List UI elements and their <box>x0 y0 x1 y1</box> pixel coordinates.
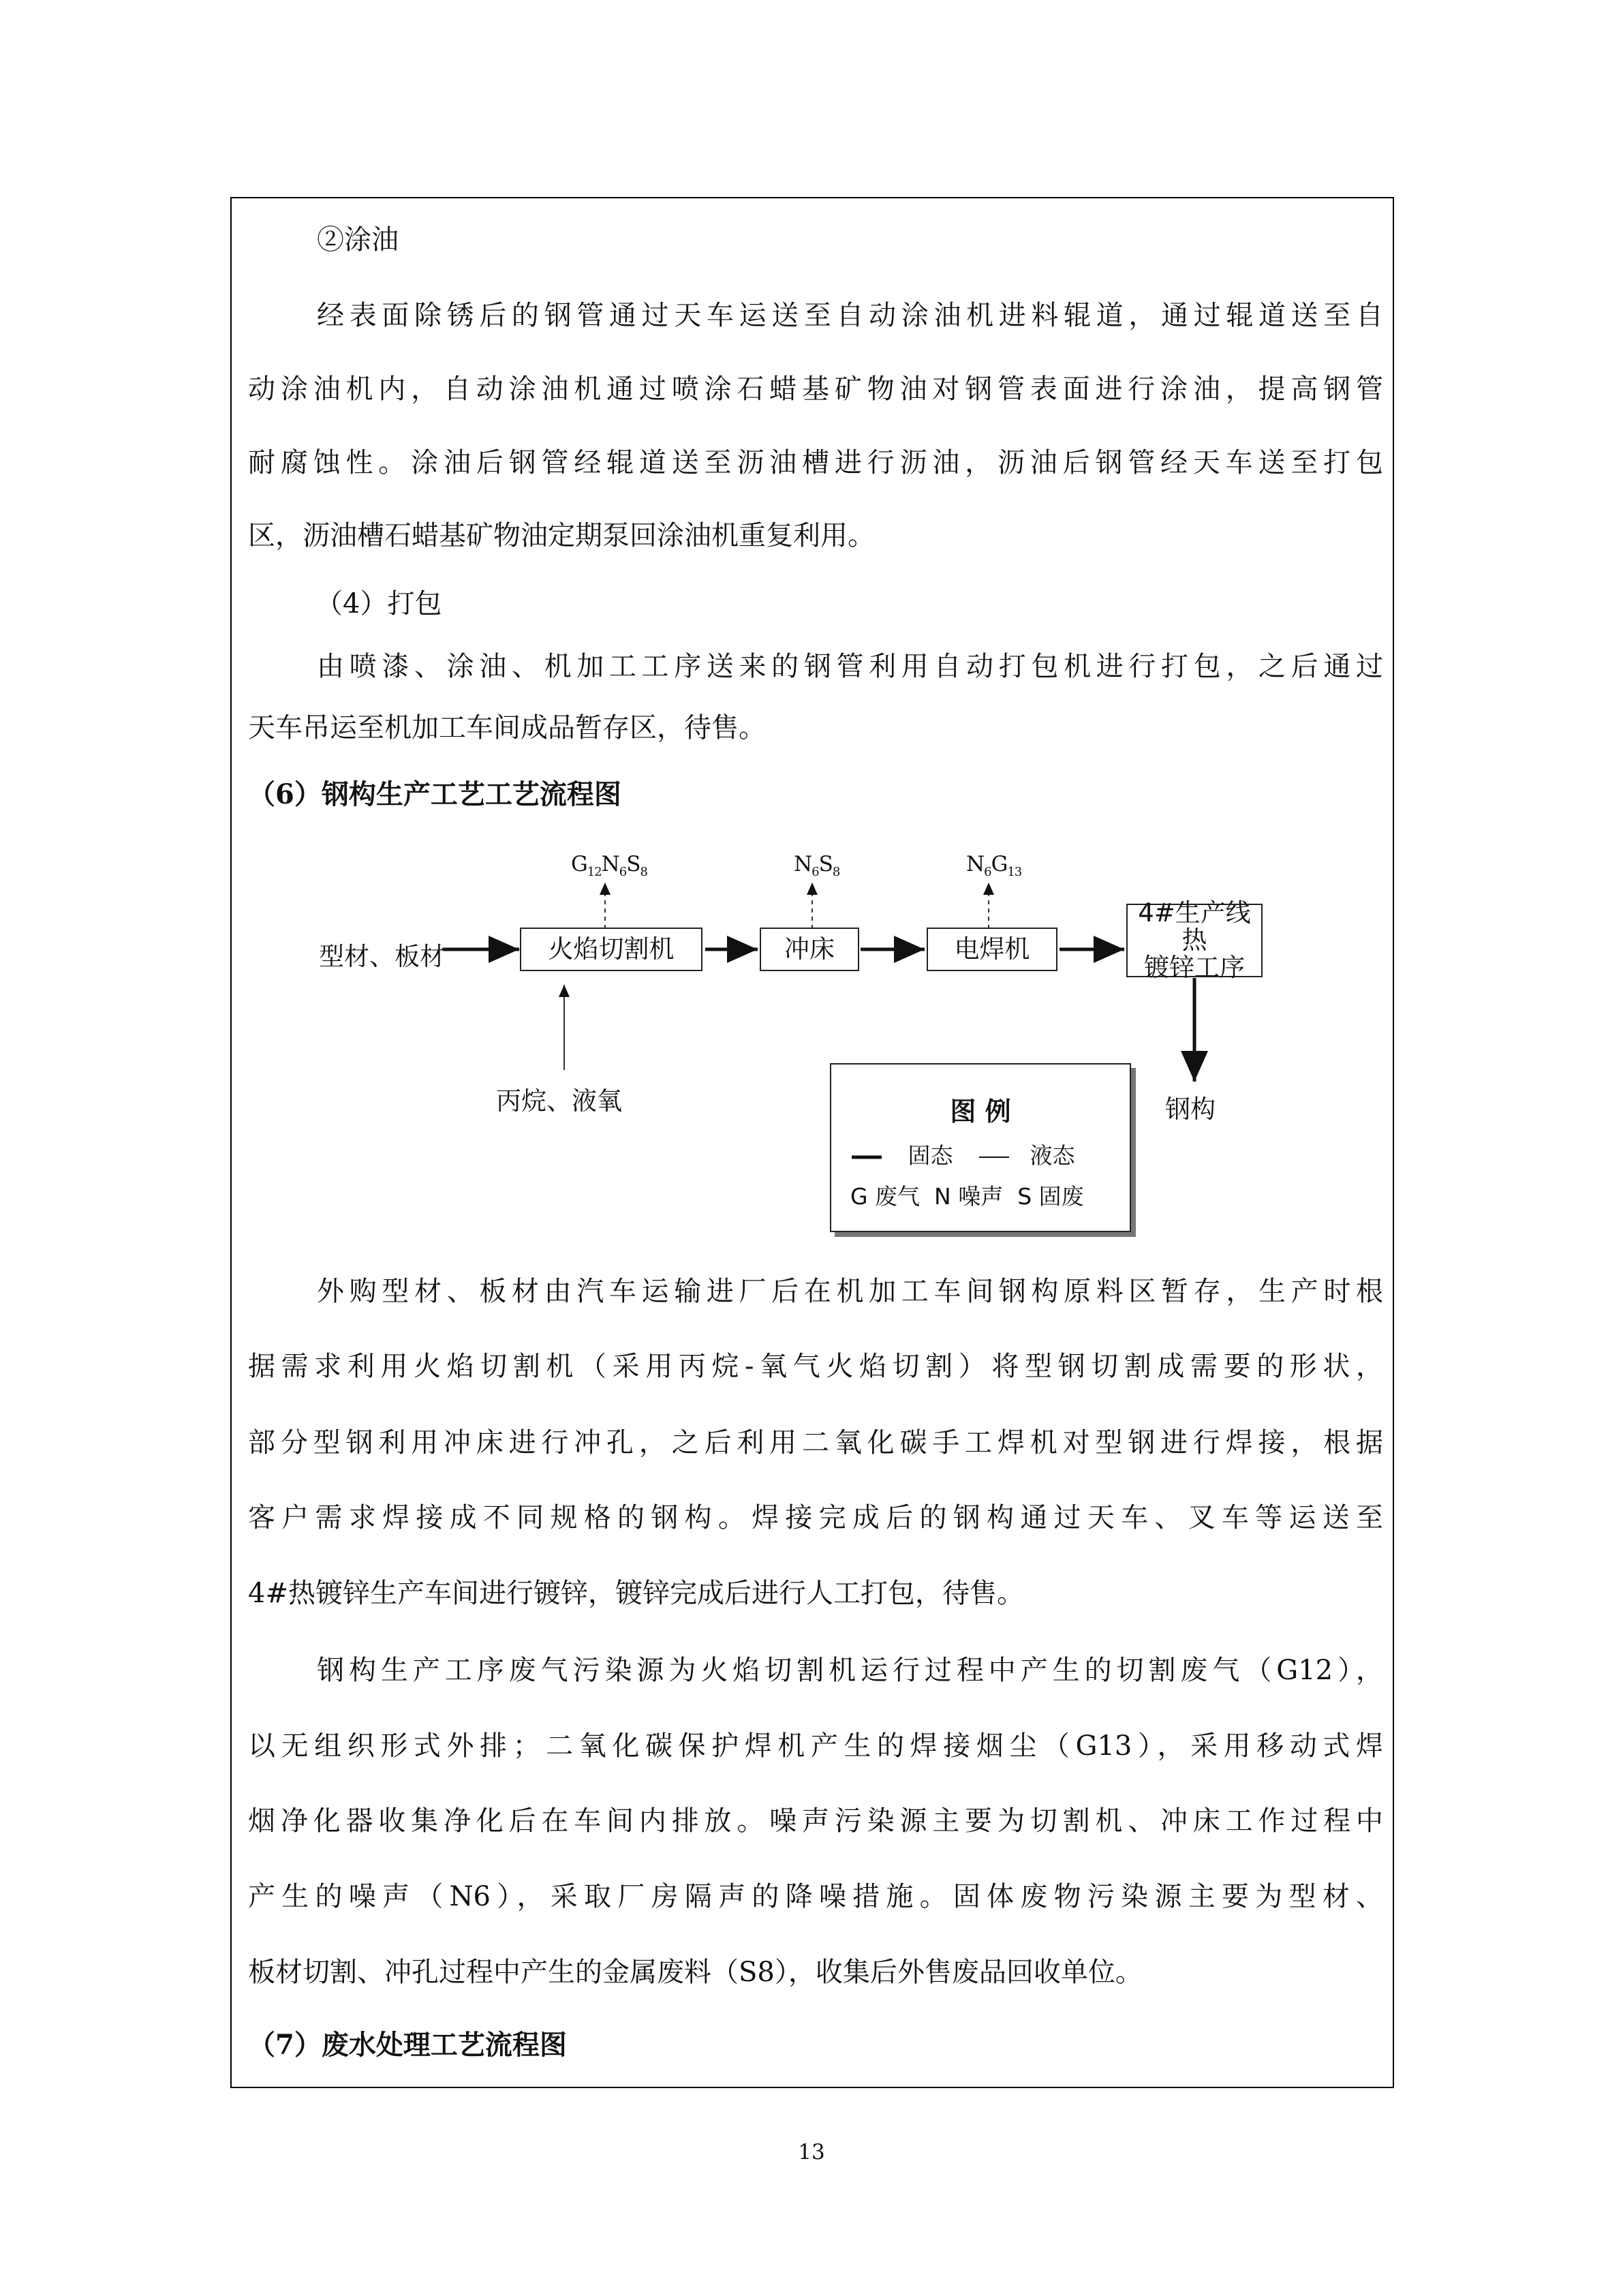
aux-input-label: 丙烷、液氧 <box>496 1086 622 1116</box>
text-line: 以无组织形式外排；二氧化碳保护焊机产生的焊接烟尘（G13），采用移动式焊 <box>248 1730 1383 1762</box>
liquid-line-icon <box>978 1150 1010 1164</box>
galvanizing-label-2: 镀锌工序 <box>1144 953 1245 982</box>
pack-heading: （4）打包 <box>315 588 442 619</box>
process-flow-diagram <box>273 835 1308 1237</box>
oil-heading: ②涂油 <box>317 224 399 256</box>
flame-cutter-box: 火焰切割机 <box>520 928 702 971</box>
legend-row-2: G 废气 N 噪声 S 固废 <box>850 1183 1084 1210</box>
legend-row-1: 固态 液态 <box>850 1138 1075 1170</box>
text-line: 区，沥油槽石蜡基矿物油定期泵回涂油机重复利用。 <box>248 520 875 551</box>
text-line: 客户需求焊接成不同规格的钢构。焊接完成后的钢构通过天车、叉车等运送至 <box>248 1502 1383 1533</box>
welder-box: 电焊机 <box>927 928 1057 971</box>
emission-label-cutter: $G_{12}N_6S_8$ <box>571 852 647 880</box>
output-label: 钢构 <box>1165 1095 1216 1124</box>
section-7-heading: （7）废水处理工艺流程图 <box>248 2029 567 2061</box>
text-line: 板材切割、冲孔过程中产生的金属废料（S8），收集后外售废品回收单位。 <box>248 1957 1143 1988</box>
solid-line-icon <box>850 1150 883 1164</box>
galvanizing-box <box>1126 898 1263 982</box>
legend-title: 图 例 <box>950 1097 1011 1127</box>
text-line: 部分型钢利用冲床进行冲孔，之后利用二氧化碳手工焊机对型钢进行焊接，根据 <box>248 1427 1383 1458</box>
text-line: 由喷漆、涂油、机加工工序送来的钢管利用自动打包机进行打包，之后通过 <box>317 651 1383 682</box>
text-line: 天车吊运至机加工车间成品暂存区，待售。 <box>248 712 766 744</box>
page-number: 13 <box>798 2140 825 2164</box>
galvanizing-label-1: 4#生产线热 <box>1138 898 1251 955</box>
text-line: 外购型材、板材由汽车运输进厂后在机加工车间钢构原料区暂存，生产时根 <box>317 1276 1383 1307</box>
flow-arrows <box>273 835 1308 1237</box>
text-line: 4#热镀锌生产车间进行镀锌，镀锌完成后进行人工打包，待售。 <box>248 1578 1024 1609</box>
punch-press-box: 冲床 <box>760 928 859 971</box>
text-line: 经表面除锈后的钢管通过天车运送至自动涂油机进料辊道，通过辊道送至自 <box>317 300 1383 331</box>
text-line: 据需求利用火焰切割机（采用丙烷-氧气火焰切割）将型钢切割成需要的形状， <box>248 1351 1383 1382</box>
text-line: 动涂油机内，自动涂油机通过喷涂石蜡基矿物油对钢管表面进行涂油，提高钢管 <box>248 373 1383 405</box>
legend-box <box>830 1063 1131 1232</box>
text-line: 钢构生产工序废气污染源为火焰切割机运行过程中产生的切割废气（G12）， <box>317 1655 1383 1686</box>
text-line: 耐腐蚀性。涂油后钢管经辊道送至沥油槽进行沥油，沥油后钢管经天车送至打包 <box>248 447 1383 478</box>
text-line: 产生的噪声（N6），采取厂房隔声的降噪措施。固体废物污染源主要为型材、 <box>248 1881 1383 1912</box>
input-label: 型材、板材 <box>319 942 445 971</box>
text-line: 烟净化器收集净化后在车间内排放。噪声污染源主要为切割机、冲床工作过程中 <box>248 1805 1383 1837</box>
emission-label-welder: $N_6G_{13}$ <box>966 852 1022 880</box>
emission-label-punch: $N_6S_8$ <box>794 852 840 880</box>
section-6-heading: （6）钢构生产工艺工艺流程图 <box>248 778 621 810</box>
